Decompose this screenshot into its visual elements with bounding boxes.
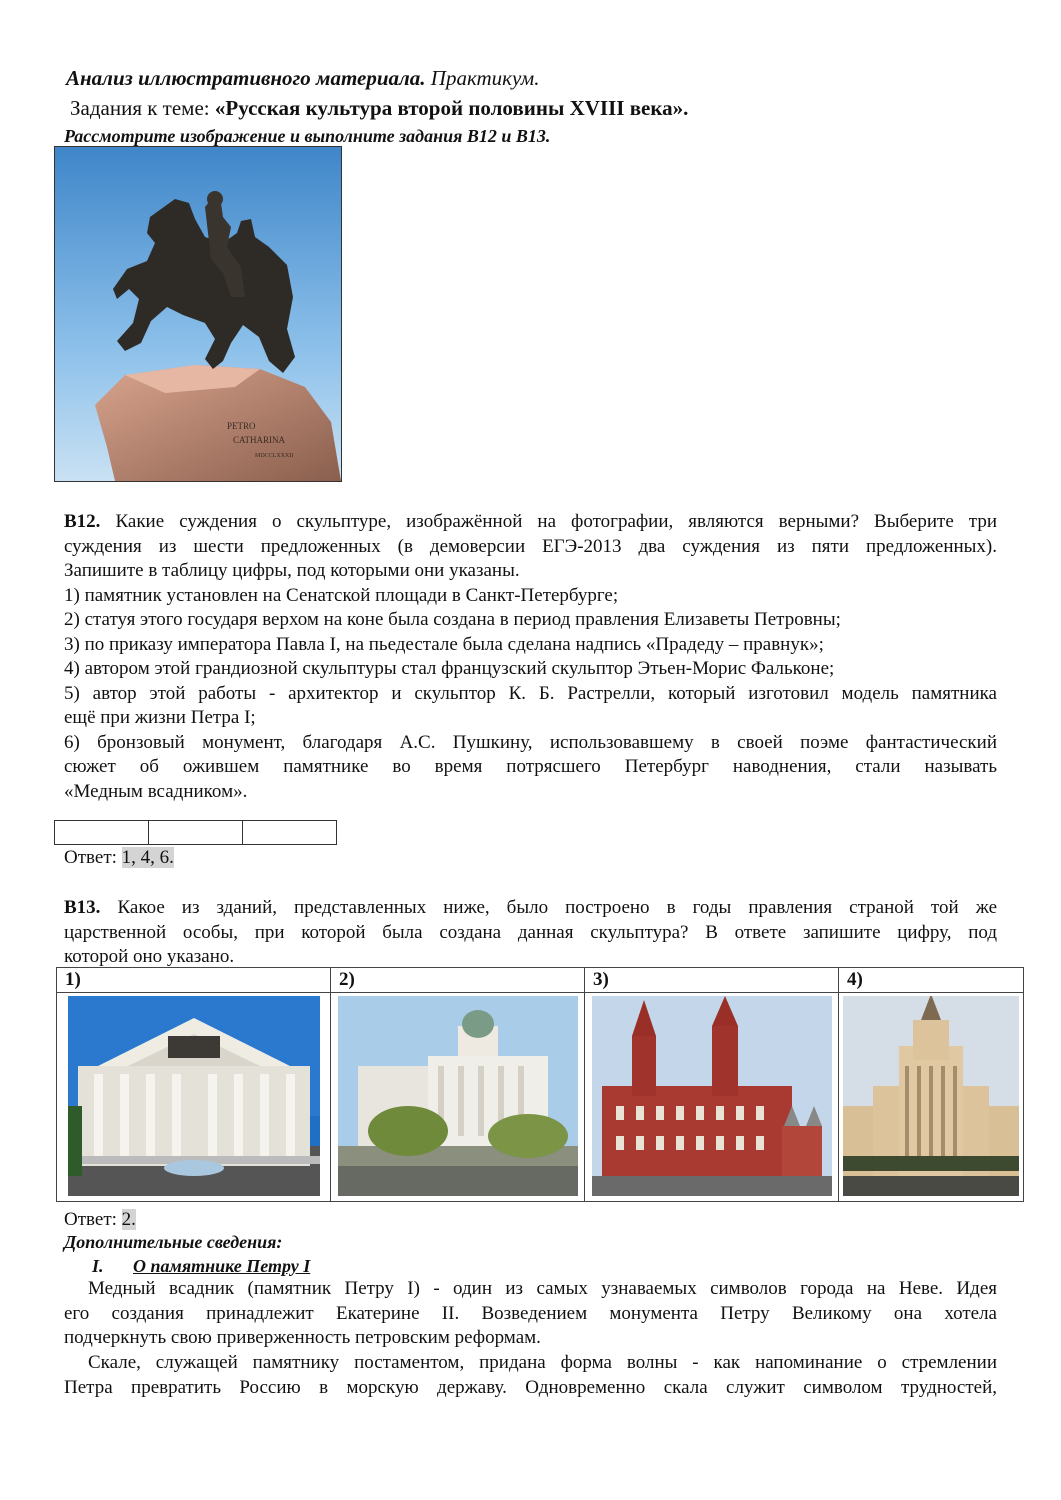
extra-paragraph-2 bbox=[64, 1351, 997, 1400]
b13-answer-value: 2. bbox=[121, 1209, 136, 1230]
b12-option-cont: ещё при жизни Петра I; bbox=[64, 707, 256, 728]
option-label: 4) bbox=[839, 968, 1024, 993]
b12-line-1: В12. Какие суждения о скульптуре, изображённой на фотографии, являются верными? Выберите три bbox=[64, 511, 997, 532]
inscription-line-1: PETRO bbox=[227, 421, 256, 431]
monument-image bbox=[55, 147, 341, 481]
answer-cell[interactable] bbox=[243, 821, 337, 845]
option-label: 3) bbox=[585, 968, 839, 993]
b12-line-3: Запишите в таблицу цифры, под которыми они указаны. bbox=[64, 560, 520, 581]
b12-option: 1) памятник установлен на Сенатской площади в Санкт-Петербурге; bbox=[64, 584, 619, 606]
b12-option: 4) автором этой грандиозной скульптуры стал французский скульптор Этьен-Морис Фальконе; bbox=[64, 658, 835, 679]
extra-heading: Дополнительные сведения: bbox=[64, 1232, 283, 1252]
historical-museum-cell bbox=[585, 993, 839, 1202]
b13-line-2: царственной особы, при которой была создана данная скульптура? В ответе запишите цифру, под bbox=[64, 921, 997, 943]
section-title: О памятнике Петру I bbox=[133, 1256, 311, 1276]
b13-question bbox=[64, 896, 997, 970]
section-number: I. bbox=[92, 1256, 104, 1276]
bolshoi-theatre-cell bbox=[57, 993, 331, 1202]
msu-building-cell bbox=[839, 993, 1024, 1202]
b13-line-3: которой оно указано. bbox=[64, 946, 235, 967]
b12-option-cont: сюжет об ожившем памятнике во время потрясшего Петербург наводнения, стали называть bbox=[64, 756, 997, 777]
answer-cell[interactable] bbox=[55, 821, 149, 845]
p2-line-2: Петра превратить Россию в морскую державу. Одновременно скала служит символом трудностей, bbox=[64, 1376, 997, 1398]
b12-option-cont: «Медным всадником». bbox=[64, 780, 248, 802]
pashkov-house-image bbox=[338, 996, 578, 1196]
b13-answer: Ответ: 2. bbox=[64, 1209, 136, 1230]
option-label: 1) bbox=[57, 968, 331, 993]
pashkov-house-cell bbox=[331, 993, 585, 1202]
extra-paragraph-1 bbox=[64, 1277, 997, 1351]
answer-cell[interactable] bbox=[149, 821, 243, 845]
b12-question bbox=[64, 510, 997, 804]
b12-answer: Ответ: 1, 4, 6. bbox=[64, 847, 174, 868]
document-title: Анализ иллюстративного материала. Практикум. bbox=[66, 66, 540, 90]
option-label: 2) bbox=[331, 968, 585, 993]
p1-line-1: Медный всадник (памятник Петру I) - один из самых узнаваемых символов города на Неве. Идея bbox=[88, 1278, 997, 1299]
p2-line-1: Скале, служащей памятнику постаментом, придана форма волны - как напоминание о стремлении bbox=[88, 1352, 997, 1373]
inscription-line-3: MDCCLXXXII bbox=[255, 453, 294, 459]
inscription-line-2: CATHARINA bbox=[233, 435, 286, 445]
p1-line-3: подчеркнуть свою приверженность петровским реформам. bbox=[64, 1327, 541, 1348]
instruction-text: Рассмотрите изображение и выполните задания В12 и В13. bbox=[64, 126, 551, 146]
b12-answer-value: 1, 4, 6. bbox=[121, 847, 174, 868]
answer-grid bbox=[54, 820, 337, 845]
msu-building-image bbox=[843, 996, 1019, 1196]
topic-heading: Задания к теме: «Русская культура второй половины XVIII века». bbox=[70, 96, 689, 120]
b12-line-2: суждения из шести предложенных (в демоверсии ЕГЭ-2013 два суждения из пяти предложенных). bbox=[64, 535, 997, 557]
historical-museum-image bbox=[592, 996, 832, 1196]
b12-option: 2) статуя этого государя верхом на коне была создана в период правления Елизаветы Петровны; bbox=[64, 609, 841, 630]
b12-option: 5) автор этой работы - архитектор и скульптор К. Б. Растрелли, который изготовил модель памятника bbox=[64, 682, 997, 704]
bronze-horseman-photo bbox=[54, 146, 342, 482]
b12-option: 6) бронзовый монумент, благодаря А.С. Пушкину, использовавшему в своей поэме фантастический bbox=[64, 731, 997, 753]
buildings-table bbox=[56, 967, 1024, 1202]
b12-option: 3) по приказу императора Павла I, на пьедестале была сделана надпись «Прадеду – правнук»; bbox=[64, 633, 824, 655]
bolshoi-theatre-image bbox=[68, 996, 320, 1196]
b13-line-1: В13. Какое из зданий, представленных ниже, было построено в годы правления страной той же bbox=[64, 897, 997, 918]
p1-line-2: его создания принадлежит Екатерине II. Возведением монумента Петру Великому она хотела bbox=[64, 1302, 997, 1324]
